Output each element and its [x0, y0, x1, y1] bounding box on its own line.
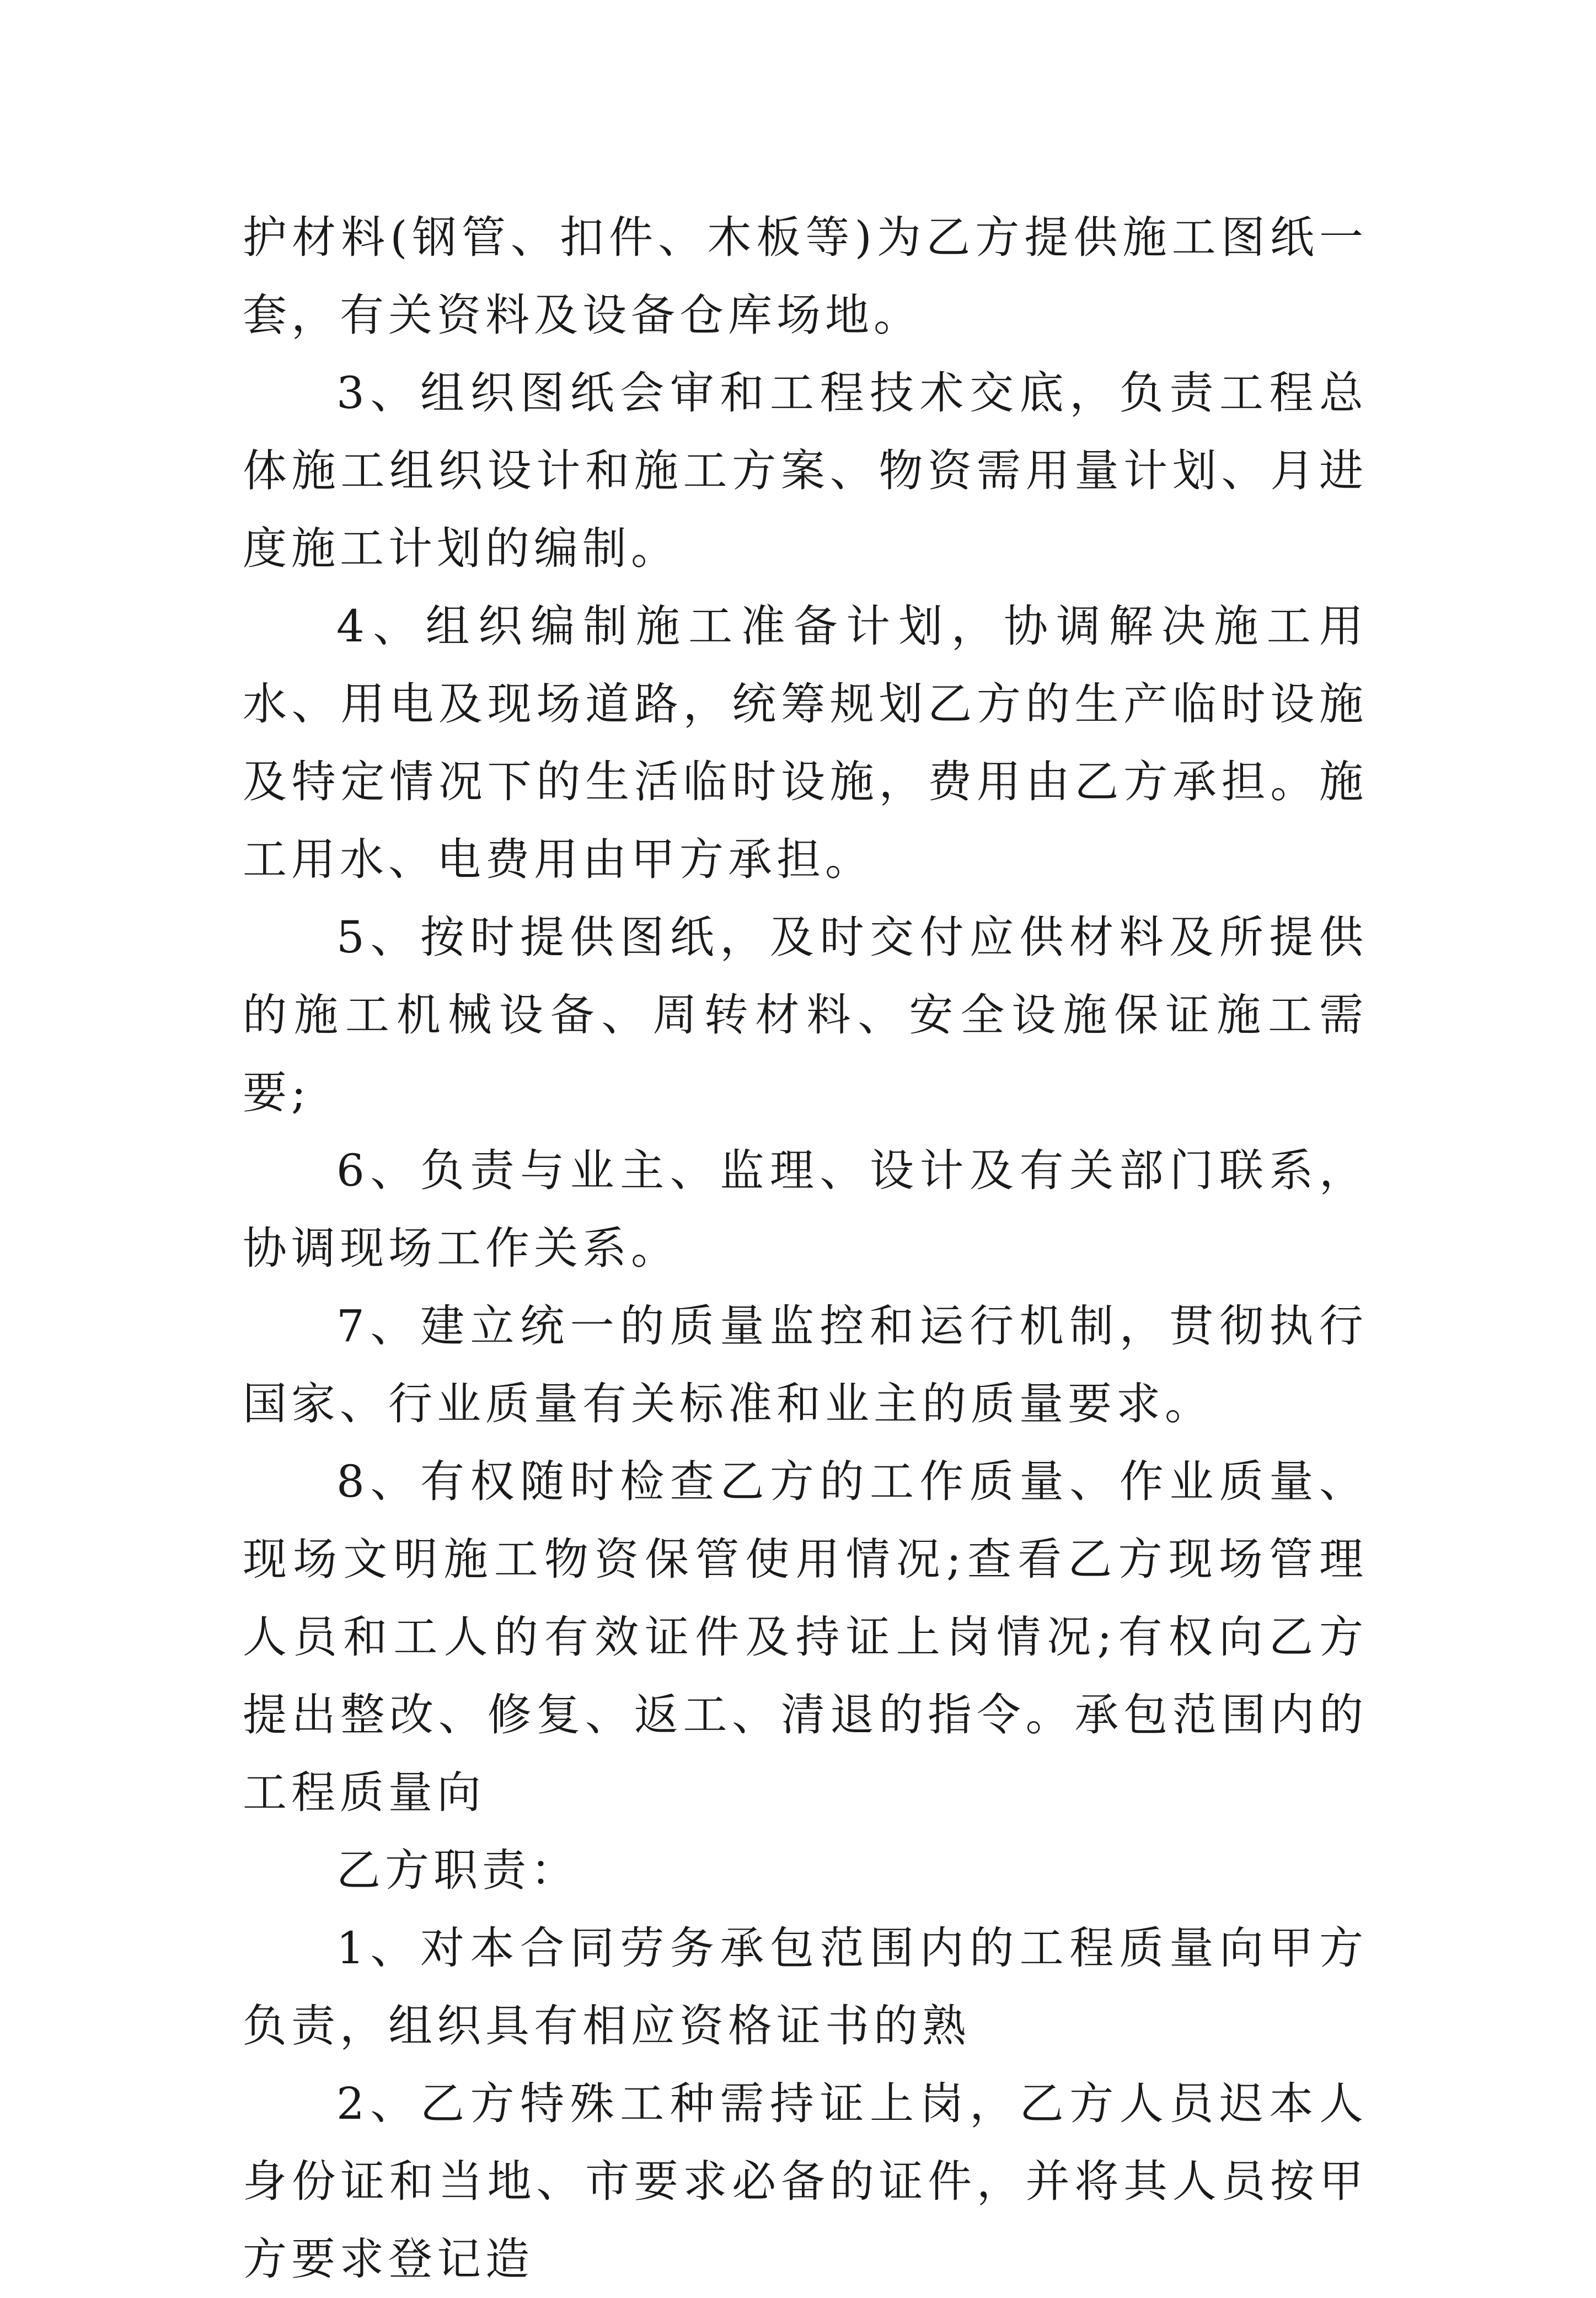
paragraph-item-8: 8、有权随时检查乙方的工作质量、作业质量、现场文明施工物资保管使用情况;查看乙方现场管理人员和工人的有效证件及持证上岗情况;有权向乙方提出整改、修复、返工、清退的指令。承包范围内的工程质量向 — [243, 1456, 1368, 1818]
section-heading-party-b: 乙方职责： — [336, 1845, 579, 1896]
paragraph-item-3: 3、组织图纸会审和工程技术交底，负责工程总体施工组织设计和施工方案、物资需用量计划、月进度施工计划的编制。 — [243, 367, 1368, 574]
paragraph-item-4: 4、组织编制施工准备计划，协调解决施工用水、用电及现场道路，统筹规划乙方的生产临时设施及特定情况下的生活临时设施，费用由乙方承担。施工用水、电费用由甲方承担。 — [243, 601, 1368, 885]
paragraph-item-7: 7、建立统一的质量监控和运行机制，贯彻执行国家、行业质量有关标准和业主的质量要求。 — [243, 1300, 1368, 1429]
paragraph-materials: 护材料(钢管、扣件、木板等)为乙方提供施工图纸一套，有关资料及设备仓库场地。 — [243, 212, 1368, 341]
document-body — [243, 199, 1368, 2298]
paragraph-item-6: 6、负责与业主、监理、设计及有关部门联系，协调现场工作关系。 — [243, 1145, 1368, 1274]
paragraph-party-b-item-1: 1、对本合同劳务承包范围内的工程质量向甲方负责，组织具有相应资格证书的熟 — [243, 1922, 1368, 2051]
paragraph-item-5: 5、按时提供图纸，及时交付应供材料及所提供的施工机械设备、周转材料、安全设施保证施工需要; — [243, 912, 1368, 1118]
paragraph-party-b-item-2: 2、乙方特殊工种需持证上岗，乙方人员迟本人身份证和当地、市要求必备的证件，并将其人员按甲方要求登记造 — [243, 2078, 1368, 2285]
